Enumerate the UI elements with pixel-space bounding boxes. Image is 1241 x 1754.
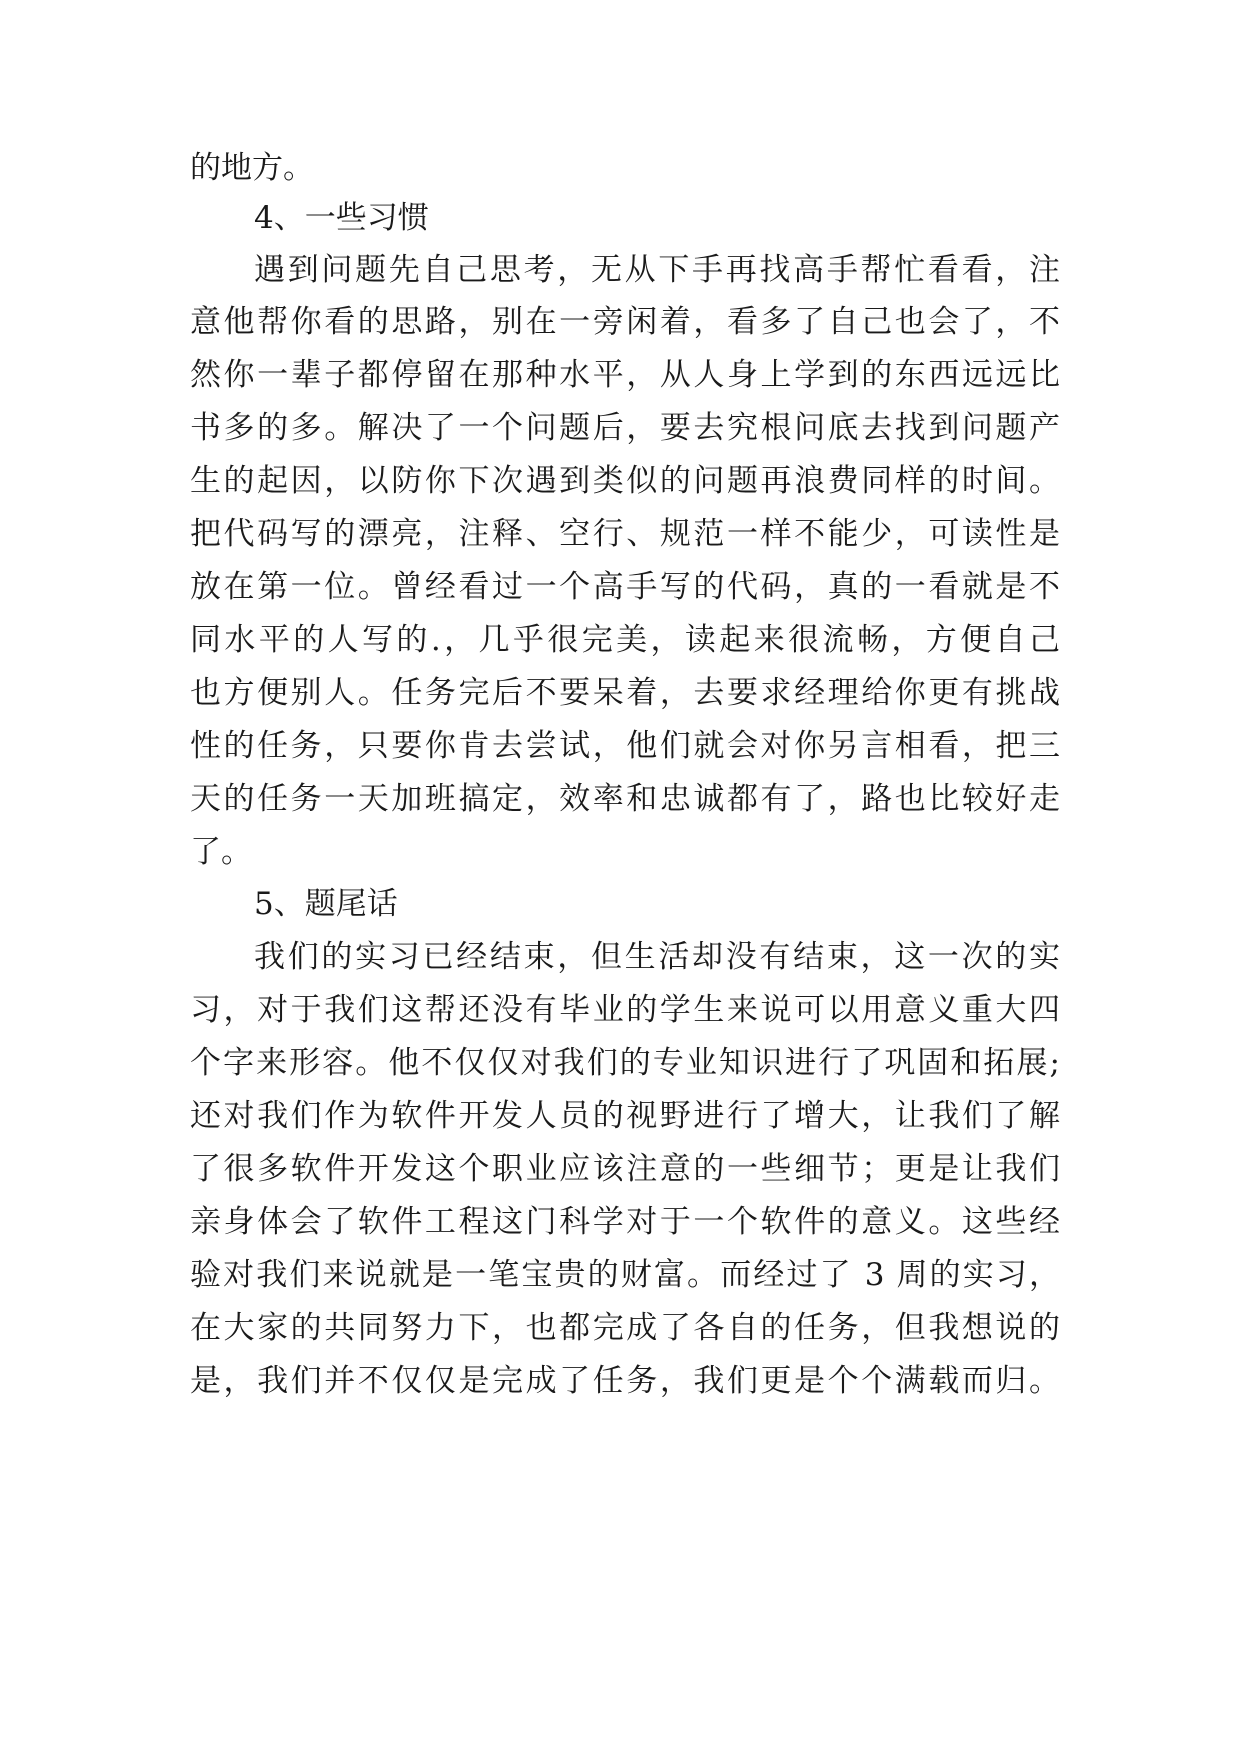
text-line: 性的任务，只要你肯去尝试，他们就会对你另言相看，把三 (190, 728, 1060, 764)
text-line: 亲身体会了软件工程这门科学对于一个软件的意义。这些经 (190, 1204, 1060, 1240)
text-line: 意他帮你看的思路，别在一旁闲着，看多了自己也会了，不 (190, 304, 1060, 340)
text-line: 书多的多。解决了一个问题后，要去究根问底去找到问题产 (190, 410, 1060, 446)
text-line: 生的起因，以防你下次遇到类似的问题再浪费同样的时间。 (190, 463, 1060, 499)
text-line: 验对我们来说就是一笔宝贵的财富。而经过了 3 周的实习， (190, 1257, 1060, 1293)
text-line: 同水平的人写的.，几乎很完美，读起来很流畅，方便自己 (190, 622, 1060, 658)
text-line: 在大家的共同努力下，也都完成了各自的任务，但我想说的 (190, 1310, 1060, 1346)
text-line: 了很多软件开发这个职业应该注意的一些细节；更是让我们 (190, 1151, 1060, 1187)
text-line: 然你一辈子都停留在那种水平，从人身上学到的东西远远比 (190, 357, 1060, 393)
text-line: 习，对于我们这帮还没有毕业的学生来说可以用意义重大四 (190, 992, 1060, 1028)
text-line: 也方便别人。任务完后不要呆着，去要求经理给你更有挑战 (190, 675, 1060, 711)
text-line: 天的任务一天加班搞定，效率和忠诚都有了，路也比较好走 (190, 781, 1060, 817)
text-line: 遇到问题先自己思考，无从下手再找高手帮忙看看，注 (254, 252, 1060, 288)
section-heading: 4、一些习惯 (254, 200, 429, 236)
text-line: 是，我们并不仅仅是完成了任务，我们更是个个满载而归。 (190, 1363, 1060, 1399)
text-line: 的地方。 (190, 150, 314, 186)
text-line: 把代码写的漂亮，注释、空行、规范一样不能少，可读性是 (190, 516, 1060, 552)
section-heading: 5、题尾话 (254, 886, 398, 922)
text-line: 我们的实习已经结束，但生活却没有结束，这一次的实 (254, 939, 1060, 975)
text-line: 了。 (190, 834, 252, 870)
text-line: 还对我们作为软件开发人员的视野进行了增大，让我们了解 (190, 1098, 1060, 1134)
text-line: 个字来形容。他不仅仅对我们的专业知识进行了巩固和拓展; (190, 1045, 1060, 1081)
text-line: 放在第一位。曾经看过一个高手写的代码，真的一看就是不 (190, 569, 1060, 605)
